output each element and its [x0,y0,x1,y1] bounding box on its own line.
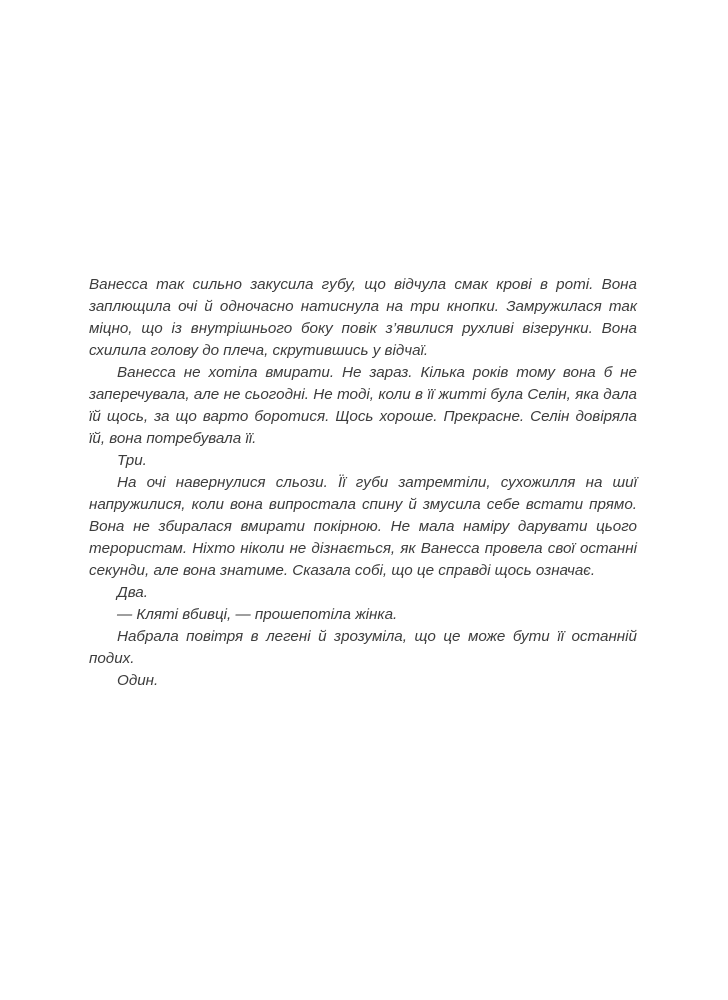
paragraph-last-breath: Набрала повітря в легені й зрозуміла, що це може бути її останній подих. [89,628,637,667]
paragraph-count-three: Три. [117,452,147,469]
paragraph-count-two: Два. [117,584,148,601]
paragraph-count-one: Один. [117,672,159,689]
paragraph-opening: Ванесса так сильно закусила губу, що відчула смак крові в роті. Вона заплющила очі й одночасно натиснула на три кнопки. Замружилася так міцно, що із внутрішнього боку повік з’явилися рухливі візерунки. Вона схилила голову до плеча, скрутившись у відчаї. [89,276,637,359]
paragraph-tears: На очі навернулися сльози. Її губи затремтіли, сухожилля на шиї напружилися, коли вона випростала спину й змусила себе встати прямо. Вона не збиралася вмирати покірною. Не мала наміру дарувати цього терористам. Ніхто ніколи не дізнається, як Ванесса провела свої останні секунди, але вона знатиме. Сказала собі, що це справді щось означає. [89,474,637,579]
body-text [89,274,637,692]
paragraph-dialogue: — Кляті вбивці, — прошепотіла жінка. [117,606,398,623]
paragraph-not-wanting-to-die: Ванесса не хотіла вмирати. Не зараз. Кілька років тому вона б не заперечувала, але не сьогодні. Не тоді, коли в її житті була Селін, яка дала їй щось, за що варто боротися. Щось хороше. Прекрасне. Селін довіряла їй, вона потребувала її. [89,364,637,447]
